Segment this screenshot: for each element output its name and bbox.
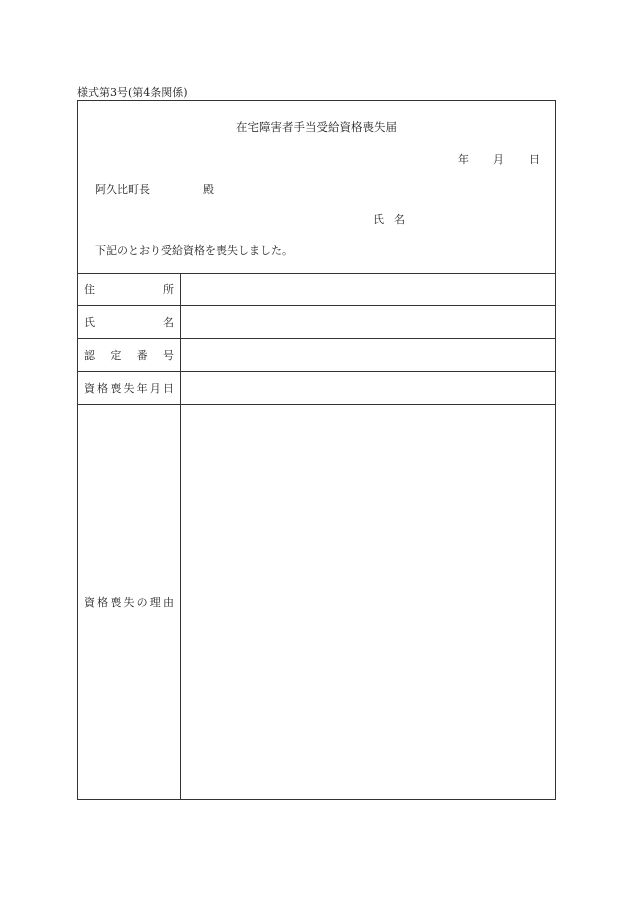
row-label-char: 所 [163, 283, 174, 296]
row-label-char: 氏 [84, 316, 95, 329]
row-label-char: 格 [97, 596, 109, 609]
row-label-char: 定 [110, 349, 122, 362]
table-row-loss-date [78, 372, 555, 405]
row-label-char: 喪 [110, 596, 122, 609]
row-label-char: 番 [136, 349, 148, 362]
row-label-char: 号 [162, 349, 174, 362]
row-label-char: 名 [163, 316, 174, 329]
row-label-char: 日 [162, 382, 174, 395]
row-label-char: 格 [97, 382, 109, 395]
form-title: 在宅障害者手当受給資格喪失届 [236, 120, 397, 134]
row-label-char: 失 [123, 382, 135, 395]
table-row-name [78, 306, 555, 339]
addressee: 阿久比町長 [95, 183, 150, 196]
loss-date-field[interactable] [181, 372, 555, 404]
address-field[interactable] [181, 273, 555, 305]
row-label-loss-reason [78, 405, 181, 799]
row-label-char: 資 [84, 382, 95, 395]
date-month-label: 月 [493, 153, 504, 166]
date-year-label: 年 [458, 153, 469, 166]
row-label-char: 月 [149, 382, 161, 395]
form-number: 様式第3号(第4条関係) [77, 86, 188, 99]
row-label-char: 資 [84, 596, 95, 609]
form-header [78, 101, 555, 274]
row-label-address [78, 273, 181, 305]
date-day-label: 日 [529, 153, 540, 166]
row-label-char: 由 [162, 596, 174, 609]
row-label-char: 喪 [110, 382, 122, 395]
table-row-address [78, 273, 555, 306]
row-label-char: 認 [84, 349, 95, 362]
table-row-loss-reason [78, 405, 555, 799]
row-label-char: の [136, 596, 148, 609]
statement: 下記のとおり受給資格を喪失しました。 [95, 244, 293, 257]
form-frame [77, 100, 556, 800]
certification-number-field[interactable] [181, 339, 555, 371]
row-label-certification-number [78, 339, 181, 371]
row-label-char: 理 [149, 596, 161, 609]
row-label-char: 失 [123, 596, 135, 609]
row-label-char: 年 [136, 382, 148, 395]
name-field[interactable] [181, 306, 555, 338]
table-row-certification-number [78, 339, 555, 372]
row-label-char: 住 [84, 283, 95, 296]
row-label-name [78, 306, 181, 338]
row-label-loss-date [78, 372, 181, 404]
honorific: 殿 [203, 183, 214, 196]
loss-reason-field[interactable] [181, 405, 555, 799]
applicant-name-label: 氏名 [373, 213, 415, 226]
